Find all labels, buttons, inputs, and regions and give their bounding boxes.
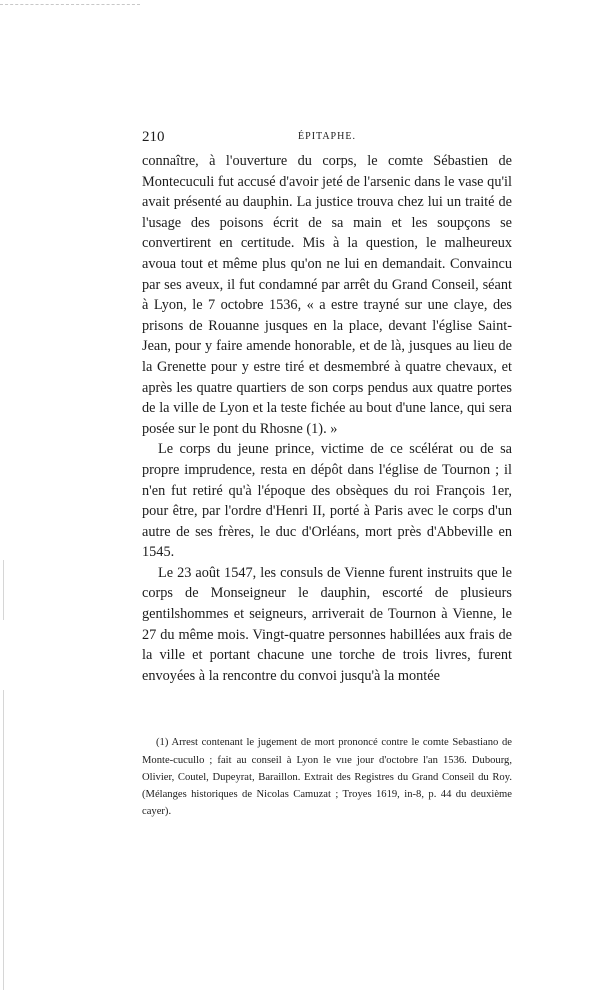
- running-head-title: ÉPITAPHE.: [298, 131, 356, 142]
- body-paragraph: Le corps du jeune prince, victime de ce scélérat ou de sa propre imprudence, resta en dépôt dans l'église de Tournon ; il n'en fut retiré qu'à l'époque des obsèques du roi François 1er, pour être, par l'ordre d'Henri II, porté à Paris avec le corps d'un autre de ses frères, le duc d'Orléans, mort près d'Abbeville en 1545.: [142, 441, 512, 561]
- scan-margin-mark: [3, 690, 4, 990]
- body-paragraph: Le 23 août 1547, les consuls de Vienne furent instruits que le corps de Monseigneur le dauphin, escorté de plusieurs gentilshommes et seigneurs, arriverait de Tournon à Vienne, le 27 du même mois. Vingt-quatre personnes habillées aux frais de la ville et portant chacune une torche de trois livres, furent envoyées à la rencontre du convoi jusqu'à la montée: [142, 564, 512, 684]
- scan-top-edge-mark: [0, 4, 140, 6]
- body-paragraph: connaître, à l'ouverture du corps, le comte Sébastien de Montecuculi fut accusé d'avoir jeté de l'arsenic dans le vase qu'il avait présenté au dauphin. La justice trouva chez lui un traité de l'usage des poisons écrit de sa main et les soupçons se convertirent en certitude. Mis à la question, le malheureux avoua tout et même plus qu'on ne lui en demandait. Convaincu par ses aveux, il fut condamné par arrêt du Grand Conseil, séant à Lyon, le 7 octobre 1536, « a estre trayné sur une claye, des prisons de Rouanne jusques en la place, devant l'église Saint-Jean, pour y faire amende honorable, et de là, jusques au lieu de la Grenette pour y estre tiré et desmembré à quatre chevaux, et après les quatre quartiers de son corps pendus aux quatre portes de la ville de Lyon et la teste fichée au bout d'une lance, qui sera posée sur le pont du Rhosne (1). »: [142, 153, 512, 437]
- footnote: (1) Arrest contenant le jugement de mort prononcé contre le comte Sebastiano de Monte-cucullo ; fait au conseil à Lyon le vııe jour d'octobre l'an 1536. Dubourg, Olivier, Coutel, Dupeyrat, Baraillon. Extrait des Registres du Grand Conseil du Roy. (Mélanges historiques de Nicolas Camuzat ; Troyes 1619, in-8, p. 44 du deuxième cayer).: [142, 737, 512, 818]
- scan-margin-mark: [3, 560, 4, 620]
- body-text: [142, 151, 512, 686]
- book-page: [142, 129, 512, 820]
- running-head: [142, 129, 512, 151]
- footnotes: [142, 734, 512, 820]
- page-number: 210: [142, 129, 165, 145]
